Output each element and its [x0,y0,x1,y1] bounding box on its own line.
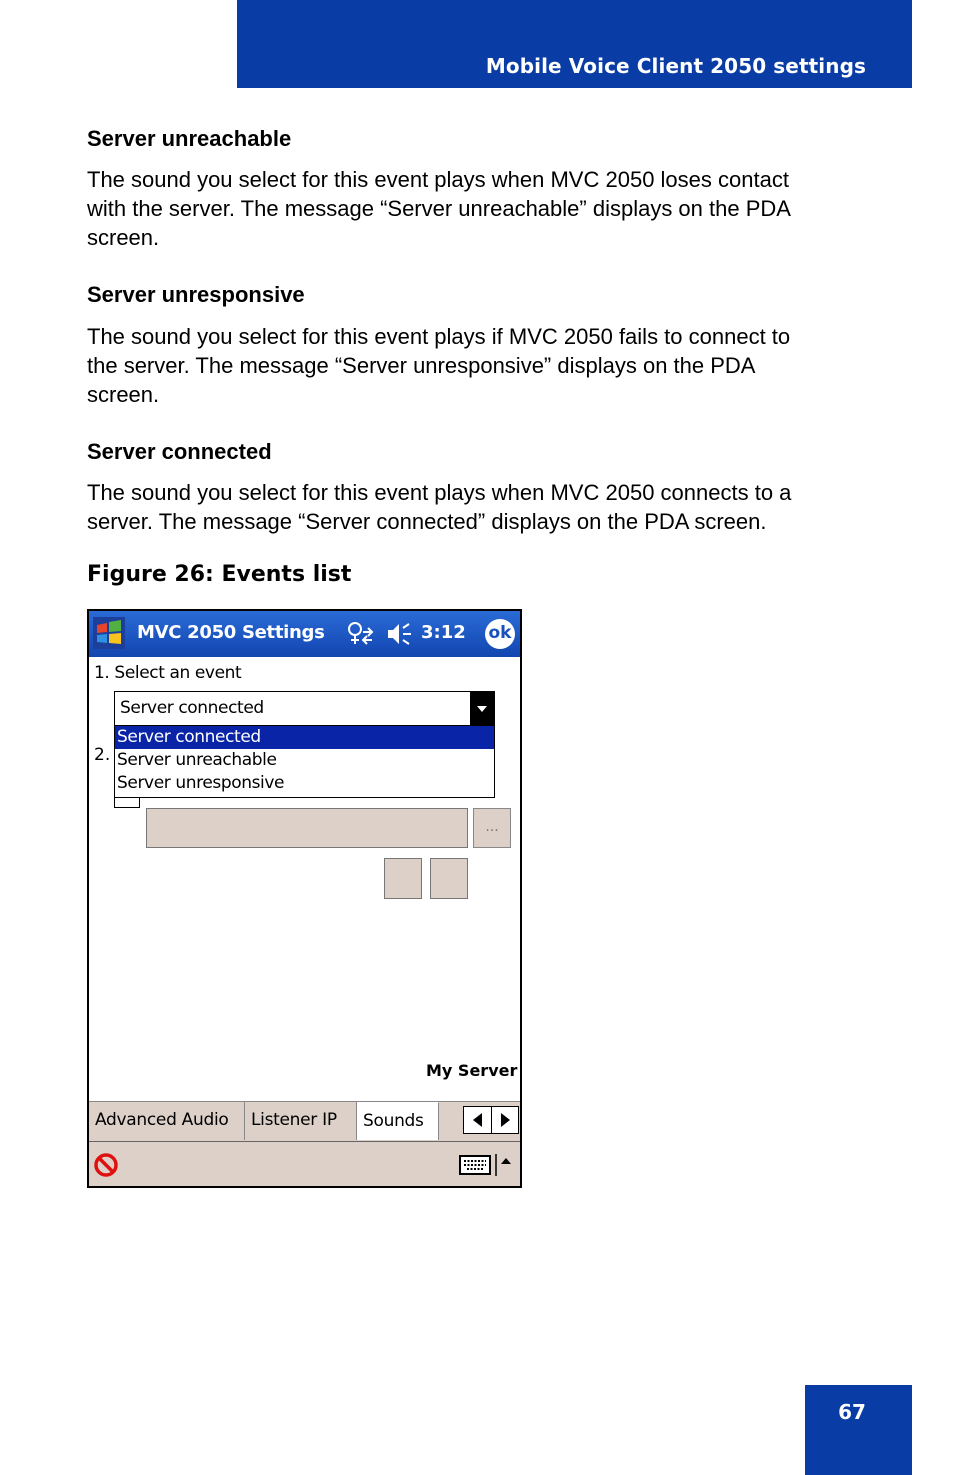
browse-button[interactable]: ... [473,808,511,848]
paragraph-line: screen. [87,382,160,407]
tab-scroll-control [463,1106,519,1134]
tab-next-icon[interactable] [501,1113,510,1127]
step2-label: 2. [94,745,111,765]
tab-scroll-divider [491,1107,492,1133]
section-heading-server-unreachable: Server unreachable [87,126,292,151]
play-button[interactable] [384,858,422,899]
step1-label: 1. Select an event [94,663,242,683]
paragraph-line: server. The message “Server connected” displays on the PDA screen. [87,509,767,534]
stop-button[interactable] [430,858,468,899]
dropdown-option-server-unresponsive[interactable]: Server unresponsive [117,773,285,793]
figure-caption: Figure 26: Events list [87,562,352,587]
paragraph-server-unreachable [87,165,877,252]
header-band [237,0,912,88]
volume-icon[interactable] [385,621,413,647]
ok-button[interactable]: ok [485,619,515,649]
chevron-down-icon[interactable] [470,692,494,725]
event-dropdown-list [114,725,495,798]
section-heading-server-connected: Server connected [87,439,272,464]
page-header-title: Mobile Voice Client 2050 settings [485,54,866,78]
menu-bar [89,1141,520,1186]
paragraph-line: the server. The message “Server unresponsive” displays on the PDA [87,353,756,378]
paragraph-line: screen. [87,225,160,250]
paragraph-line: The sound you select for this event plays if MVC 2050 fails to connect to [87,324,791,349]
paragraph-line: with the server. The message “Server unreachable” displays on the PDA [87,196,791,221]
pda-titlebar [89,611,520,657]
tab-bar [89,1101,520,1141]
tab-advanced-audio[interactable]: Advanced Audio [89,1102,245,1140]
event-select[interactable] [114,691,495,726]
sound-file-field[interactable] [146,808,468,848]
event-select-value: Server connected [120,698,264,718]
dropdown-option-server-connected[interactable]: Server connected [115,726,494,749]
page-number-box [805,1385,912,1475]
server-name-label: My Server [426,1061,518,1080]
windows-start-icon[interactable] [93,617,125,649]
page-number: 67 [838,1400,866,1424]
tab-listener-ip[interactable]: Listener IP [245,1102,357,1140]
tab-prev-icon[interactable] [473,1113,482,1127]
paragraph-line: The sound you select for this event plays when MVC 2050 connects to a [87,480,792,505]
pda-screenshot [87,609,522,1188]
tab-sounds[interactable]: Sounds [357,1102,439,1140]
section-heading-server-unresponsive: Server unresponsive [87,282,305,307]
keyboard-icon[interactable] [459,1154,491,1176]
clock-time: 3:12 [421,622,466,643]
connectivity-icon[interactable] [345,620,375,648]
cancel-icon[interactable] [93,1152,119,1178]
paragraph-line: The sound you select for this event plays when MVC 2050 loses contact [87,167,789,192]
paragraph-server-connected [87,478,877,536]
input-panel-arrow-icon[interactable] [495,1154,515,1176]
paragraph-server-unresponsive [87,322,877,409]
dropdown-option-server-unreachable[interactable]: Server unreachable [117,750,277,770]
pda-app-title: MVC 2050 Settings [137,622,325,643]
